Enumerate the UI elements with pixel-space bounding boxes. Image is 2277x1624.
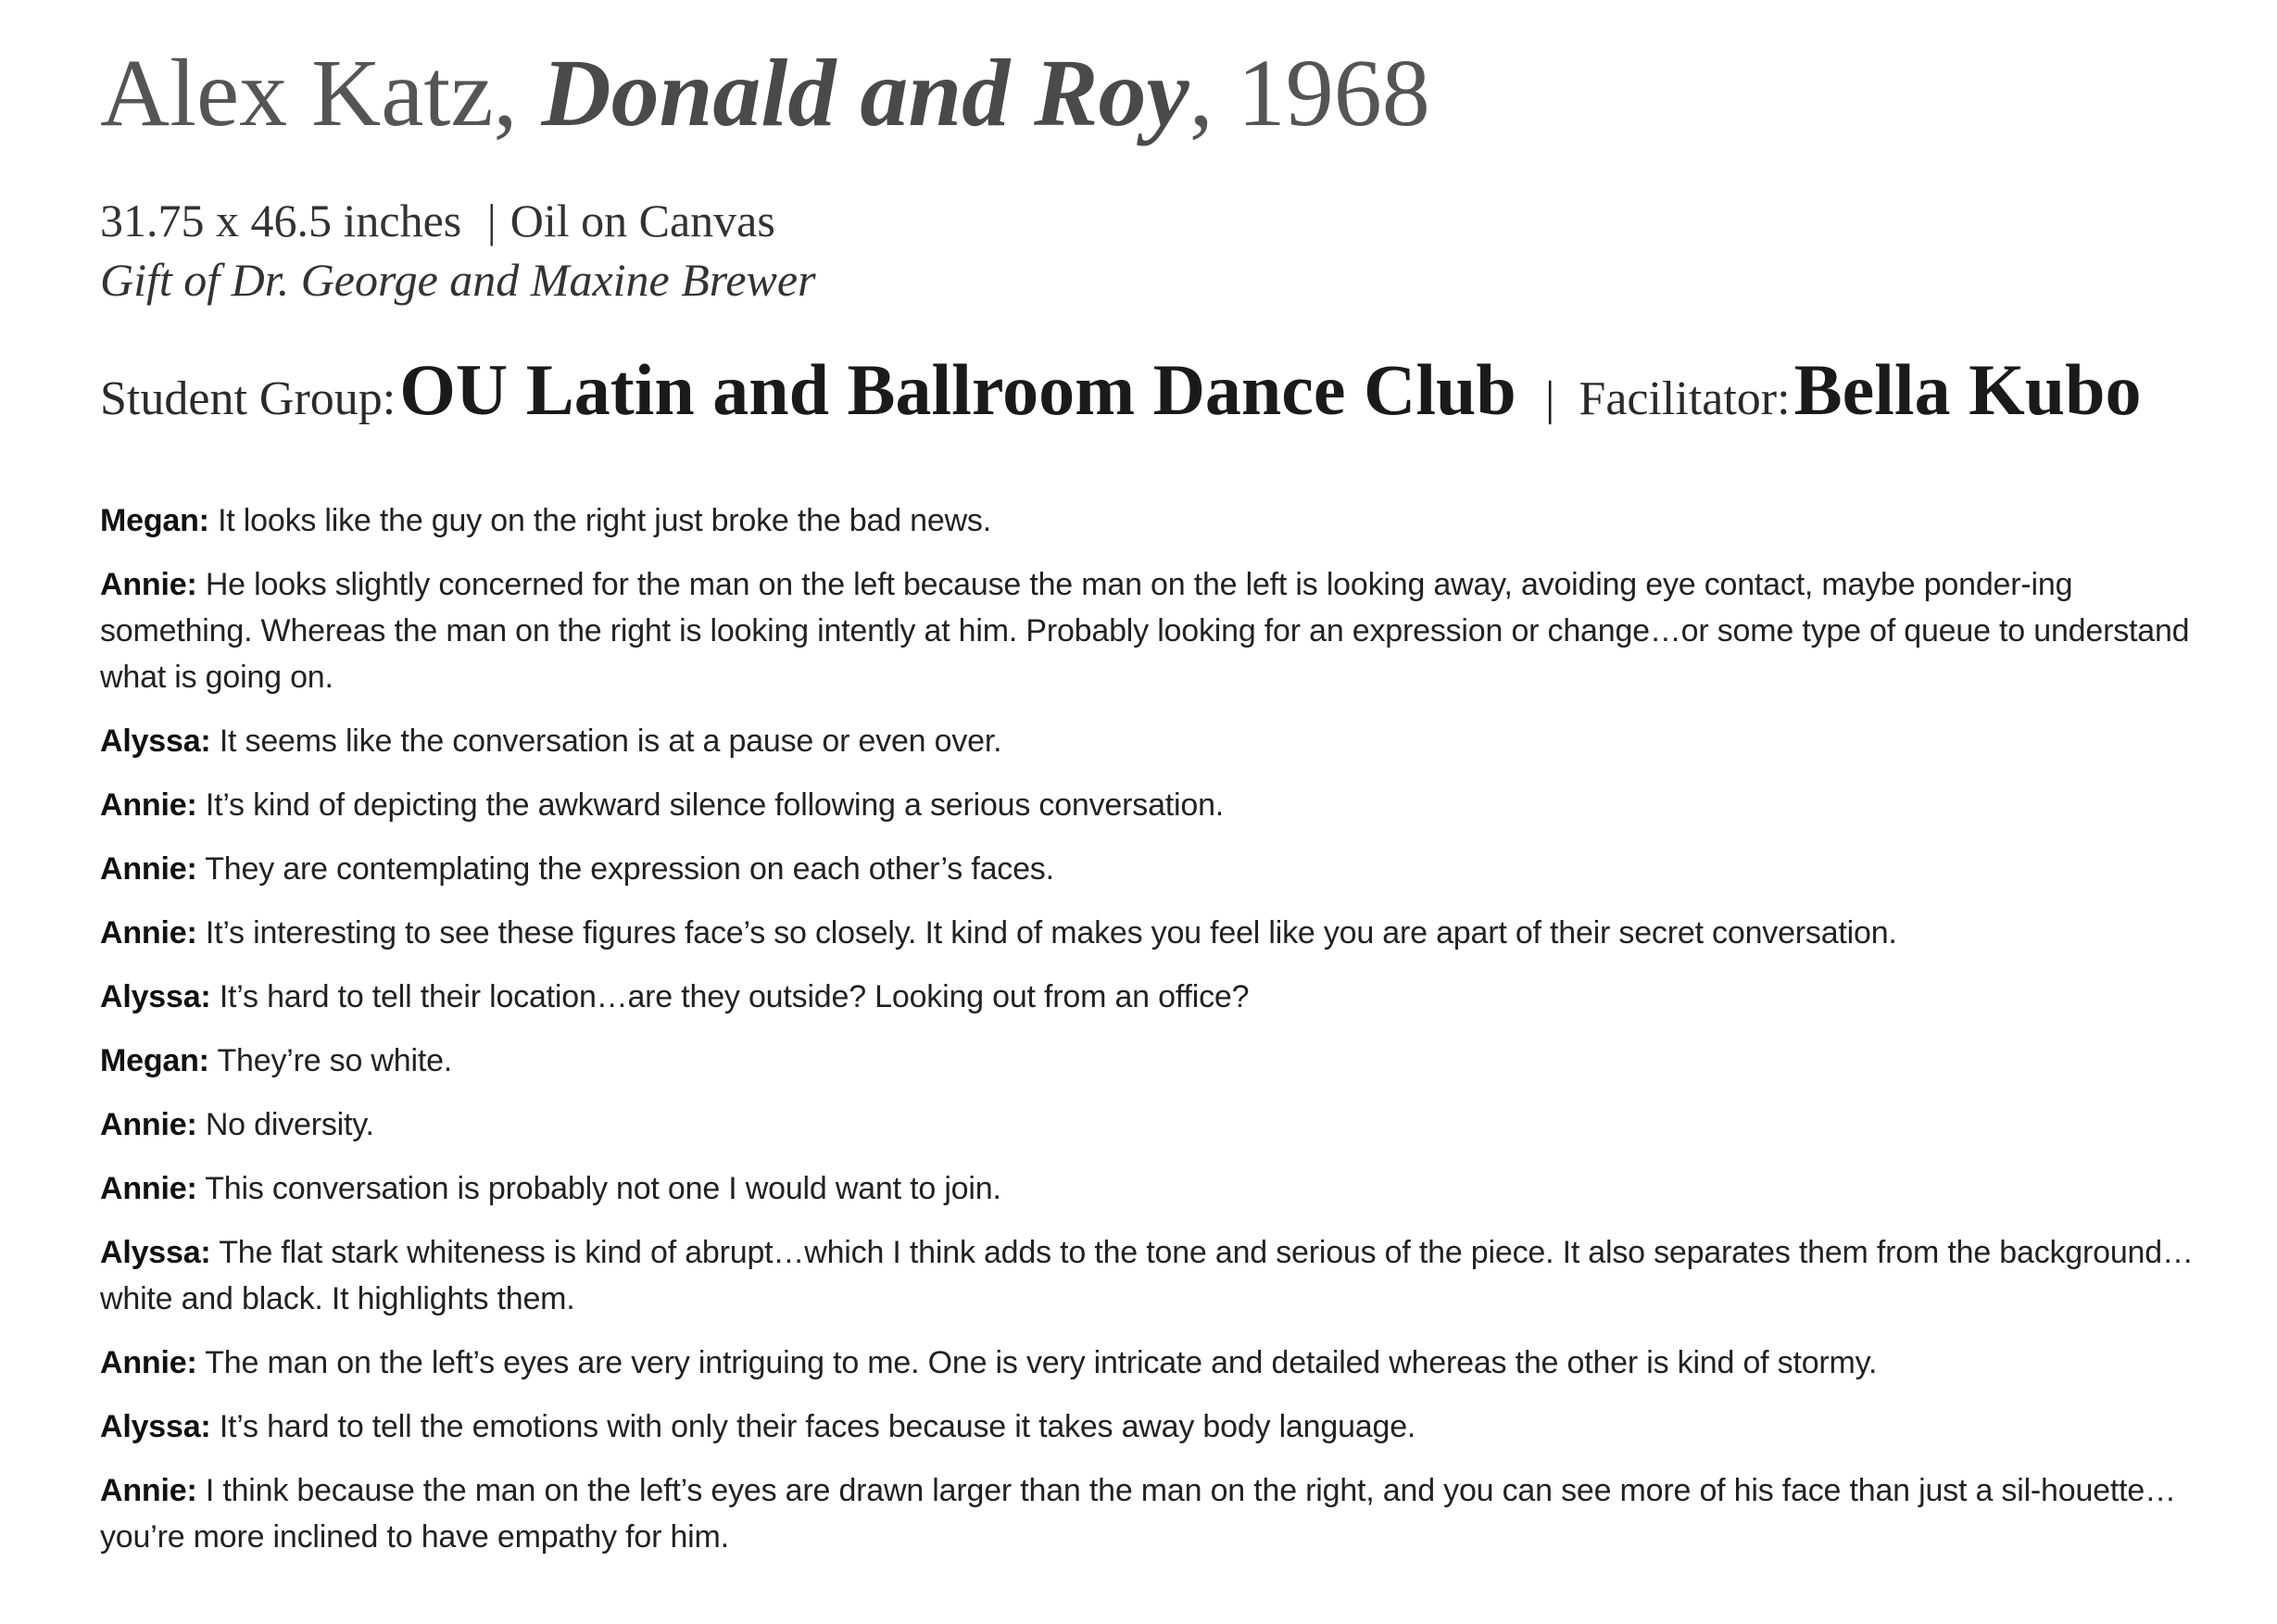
facilitator-label: Facilitator: (1579, 372, 1791, 425)
dialogue-line (100, 718, 2194, 764)
dialogue-line (100, 1467, 2194, 1560)
dialogue-line (100, 846, 2194, 892)
dialogue-text: They are contemplating the expression on each other’s faces. (205, 851, 1054, 887)
speaker-name: Megan: (100, 503, 209, 538)
dialogue-line (100, 497, 2194, 544)
dialogue-line (100, 561, 2194, 700)
artwork-details (100, 191, 816, 309)
artist-name: Alex Katz, (100, 40, 542, 146)
artwork-title (100, 41, 1430, 146)
dialogue-line (100, 1340, 2194, 1386)
dialogue-line (100, 1229, 2194, 1322)
dialogue-line (100, 910, 2194, 956)
speaker-name: Annie: (100, 1107, 197, 1142)
work-year: , 1968 (1189, 40, 1430, 146)
speaker-name: Alyssa: (100, 1409, 211, 1444)
speaker-name: Annie: (100, 1171, 197, 1206)
dialogue-text: It looks like the guy on the right just broke the bad news. (218, 503, 991, 538)
speaker-name: Alyssa: (100, 1235, 211, 1270)
speaker-name: Annie: (100, 915, 197, 950)
speaker-name: Annie: (100, 851, 197, 887)
student-group-label: Student Group: (100, 372, 396, 425)
speaker-name: Alyssa: (100, 724, 211, 759)
dialogue-text: It’s interesting to see these figures face’s so closely. It kind of makes you feel like you are apart of their secret conversation. (205, 915, 1897, 950)
dialogue-line (100, 1165, 2194, 1212)
speaker-name: Annie: (100, 1473, 197, 1508)
dialogue-text: It’s hard to tell their location…are they outside? Looking out from an office? (219, 979, 1250, 1014)
work-title: Donald and Roy (541, 40, 1189, 146)
dimensions-medium-line (100, 191, 816, 250)
group-info (100, 350, 2142, 430)
dialogue-text: It seems like the conversation is at a pause or even over. (219, 724, 1002, 759)
details-separator: | (486, 195, 497, 246)
dialogue-line (100, 1404, 2194, 1450)
dimensions: 31.75 x 46.5 inches (100, 195, 462, 246)
dialogue-line (100, 1102, 2194, 1148)
dialogue-text: I think because the man on the left’s eyes are drawn larger than the man on the right, and you can see more of his face than just a sil-houette…you’re more inclined to have empathy for him. (100, 1473, 2176, 1555)
speaker-name: Annie: (100, 787, 197, 823)
dialogue-line (100, 974, 2194, 1020)
dialogue-text: They’re so white. (217, 1043, 453, 1078)
dialogue-text: This conversation is probably not one I would want to join. (205, 1171, 1001, 1206)
student-group-name: OU Latin and Ballroom Dance Club (399, 349, 1516, 430)
speaker-name: Megan: (100, 1043, 209, 1078)
dialogue-text: He looks slightly concerned for the man on the left because the man on the left is looking away, avoiding eye contact, maybe ponder-ing something. Whereas the man on the right is looking intently at him. Probably looking for an expression or change…or some type of queue to understand what is going on. (100, 567, 2190, 695)
speaker-name: Annie: (100, 567, 197, 602)
credit-line: Gift of Dr. George and Maxine Brewer (100, 254, 816, 306)
medium: Oil on Canvas (509, 195, 775, 246)
dialogue-text: The flat stark whiteness is kind of abrupt…which I think adds to the tone and serious of the piece. It also separates them from the background…white and black. It highlights them. (100, 1235, 2194, 1316)
dialogue-line (100, 1038, 2194, 1084)
facilitator-name: Bella Kubo (1793, 349, 2142, 430)
group-separator: | (1544, 372, 1555, 425)
dialogue-text: It’s hard to tell the emotions with only their faces because it takes away body language. (219, 1409, 1416, 1444)
speaker-name: Alyssa: (100, 979, 211, 1014)
dialogue-transcript (100, 497, 2194, 1578)
dialogue-text: It’s kind of depicting the awkward silence following a serious conversation. (205, 787, 1225, 823)
dialogue-text: The man on the left’s eyes are very intriguing to me. One is very intricate and detailed whereas the other is kind of stormy. (205, 1345, 1878, 1380)
dialogue-text: No diversity. (205, 1107, 374, 1142)
dialogue-line (100, 782, 2194, 828)
speaker-name: Annie: (100, 1345, 197, 1380)
